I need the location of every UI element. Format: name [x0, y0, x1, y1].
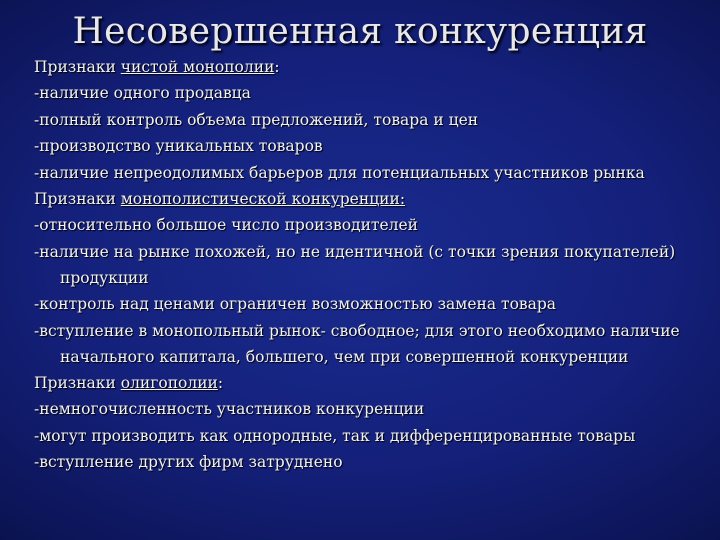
list-item: -немногочисленность участников конкуренции	[34, 400, 425, 419]
section-prefix: Признаки	[34, 374, 121, 393]
list-item: -наличие непреодолимых барьеров для потенциальных участников рынка	[34, 163, 645, 182]
slide-title: Несовершенная конкуренция	[72, 11, 648, 52]
list-item: -вступление в монопольный рынок- свободное; для этого необходимо наличие начального капитала, большего, чем при совершенной конкуренции	[34, 321, 680, 366]
list-item: -контроль над ценами ограничен возможностью замена товара	[34, 295, 557, 314]
section-suffix: :	[217, 374, 224, 393]
section-heading-oligopoly	[34, 370, 704, 396]
list-item: -наличие одного продавца	[34, 84, 251, 103]
section-term: олигополии	[120, 374, 218, 393]
slide-body	[34, 54, 704, 476]
list-item: -вступление других фирм затруднено	[34, 453, 343, 472]
section-heading-monopolistic	[34, 186, 704, 212]
list-item: -могут производить как однородные, так и дифференцированные товары	[34, 426, 636, 445]
section-prefix: Признаки	[34, 190, 121, 209]
list-item: -полный контроль объема предложений, товара и цен	[34, 110, 479, 129]
section-term: монополистической конкуренции:	[120, 190, 406, 209]
list-item: -относительно большое число производителей	[34, 216, 418, 235]
list-item: -производство уникальных товаров	[34, 137, 323, 156]
section-term: чистой монополии	[120, 58, 275, 76]
section-prefix: Признаки	[34, 58, 121, 76]
list-item: -наличие на рынке похожей, но не идентичной (с точки зрения покупателей) продукции	[34, 242, 676, 288]
section-heading-monopoly	[34, 54, 704, 80]
section-suffix: :	[274, 58, 280, 76]
